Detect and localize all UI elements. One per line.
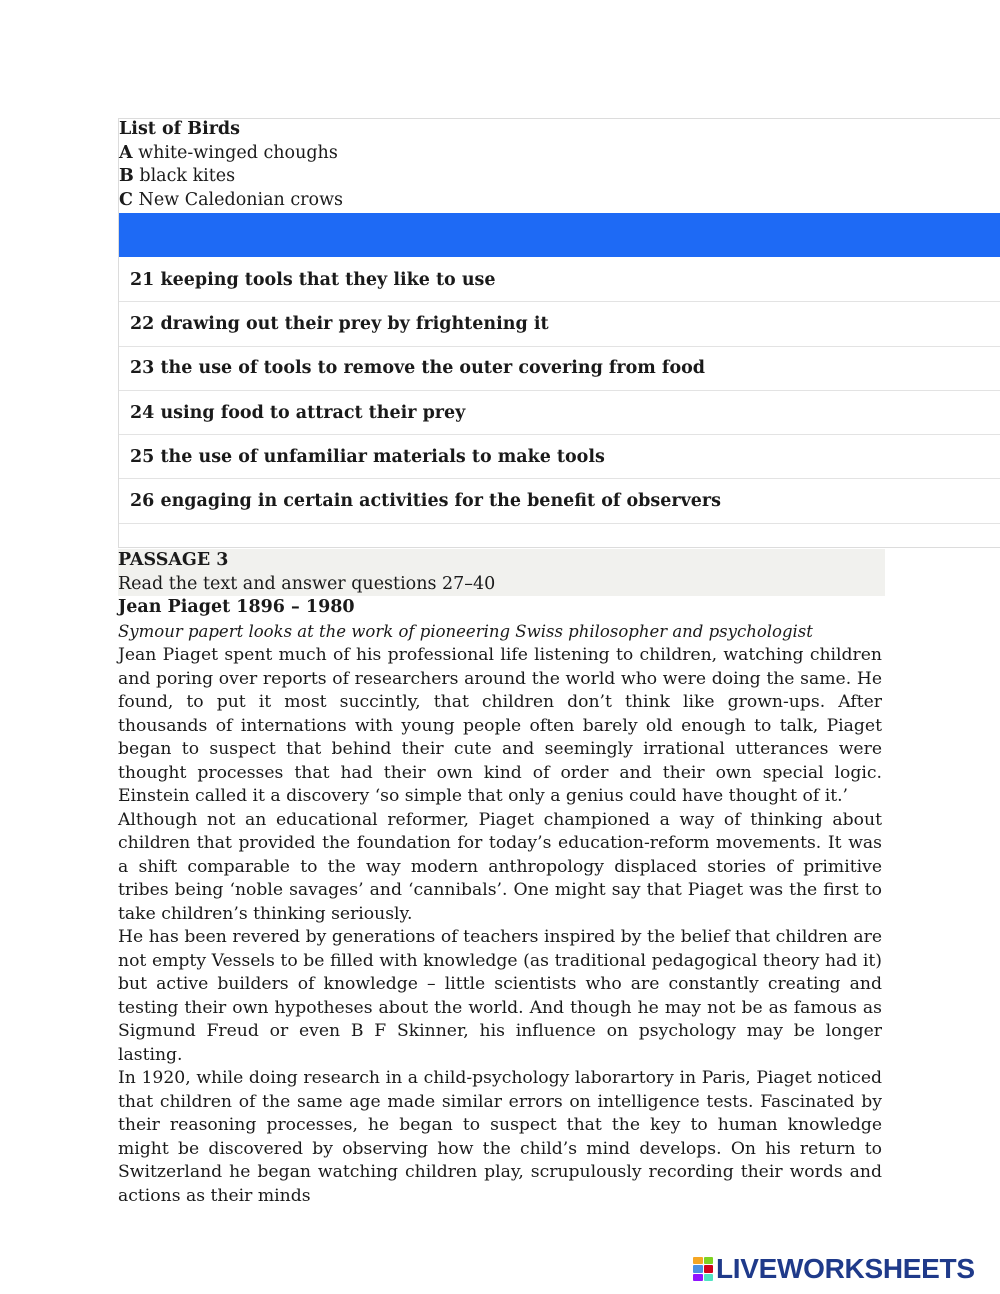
question-row[interactable]: 23 the use of tools to remove the outer covering from food: [119, 347, 1000, 391]
question-row[interactable]: 26 engaging in certain activities for the benefit of observers: [119, 479, 1000, 523]
bird-name: white-winged choughs: [138, 142, 338, 163]
logo-text: LIVEWORKSHEETS: [716, 1253, 975, 1284]
article-body: [118, 644, 882, 1206]
logo-grid-icon: [693, 1257, 713, 1281]
bird-letter: C: [119, 189, 133, 210]
bird-item: [119, 142, 343, 166]
bird-name: black kites: [139, 166, 236, 186]
liveworksheets-logo[interactable]: [693, 1254, 975, 1284]
article-title: Jean Piaget 1896 – 1980: [118, 597, 355, 617]
passage-title: PASSAGE 3: [118, 550, 229, 570]
question-row[interactable]: 24 using food to attract their prey: [119, 391, 1000, 435]
bird-list: [119, 118, 343, 212]
bird-letter: B: [119, 166, 134, 186]
question-row[interactable]: 22 drawing out their prey by frightening it: [119, 302, 1000, 346]
bird-item: [119, 189, 343, 213]
question-row[interactable]: 25 the use of unfamiliar materials to make tools: [119, 435, 1000, 479]
question-list: [119, 258, 1000, 524]
bird-letter: A: [119, 142, 133, 163]
paragraph: He has been revered by generations of teachers inspired by the belief that children are not empty Vessels to be filled with knowledge (as traditional pedagogical theory had it) but active builders of knowledge – little scientists who are constantly creating and testing their own hypotheses about the world. And though he may not be as famous as Sigmund Freud or even B F Skinner, his influence on psychology may be longer lasting.: [118, 927, 882, 1065]
answer-header-bar: [119, 213, 1000, 257]
paragraph: Jean Piaget spent much of his professional life listening to children, watching children and poring over reports of researchers around the world who were doing the same. He found, to put it most succintly, that children don’t think like grown-ups. After thousands of internations with young people often barely old enough to talk, Piaget began to suspect that behind their cute and seemingly irrational utterances were thought processes that had their own kind of order and their own special logic. Einstein called it a discovery ‘so simple that only a genius could have thought of it.’: [118, 645, 882, 806]
bird-item: [119, 165, 343, 189]
article-subtitle: Symour papert looks at the work of pioneering Swiss philosopher and psychologist: [118, 622, 813, 641]
bird-name: New Caledonian crows: [138, 189, 344, 210]
paragraph: In 1920, while doing research in a child-psychology laborartory in Paris, Piaget noticed that children of the same age made similar errors on intelligence tests. Fascinated by their reasoning processes, he began to suspect that the key to human knowledge might be discovered by observing how the child’s mind develops. On his return to Switzerland he began watching children play, scrupulously recording their words and actions as their minds: [118, 1068, 882, 1206]
bird-list-title: List of Birds: [119, 119, 241, 139]
paragraph: Although not an educational reformer, Piaget championed a way of thinking about children that provided the foundation for today’s education-reform movements. It was a shift comparable to the way modern anthropology displaced stories of primitive tribes being ‘noble savages’ and ‘cannibals’. One might say that Piaget was the first to take children’s thinking seriously.: [118, 809, 882, 924]
passage-instruction: Read the text and answer questions 27–40: [118, 574, 496, 594]
question-row[interactable]: 21 keeping tools that they like to use: [119, 258, 1000, 302]
